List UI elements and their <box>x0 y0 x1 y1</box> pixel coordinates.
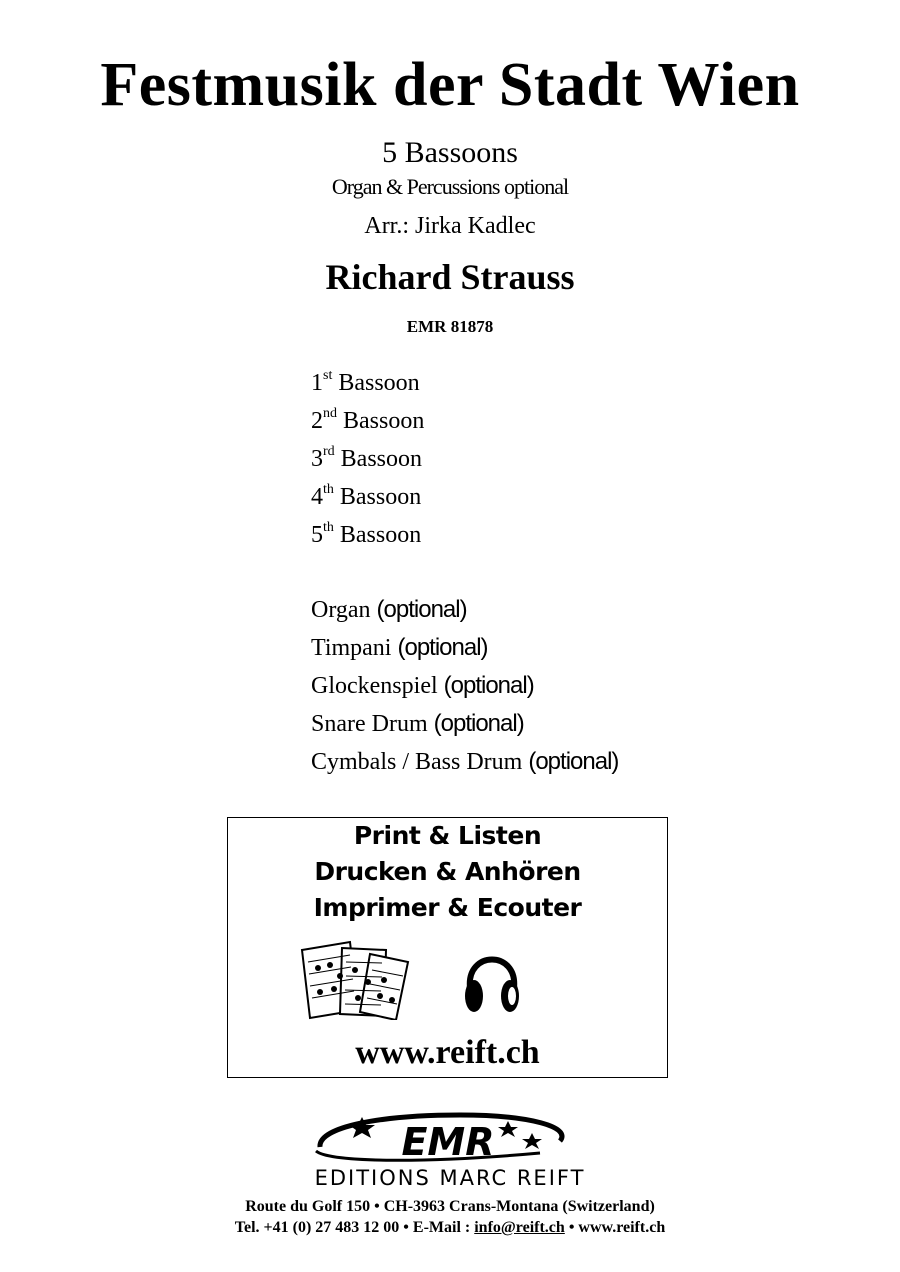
arranger: Arr.: Jirka Kadlec <box>364 213 536 239</box>
optional-part-item: Timpani (optional) <box>311 634 488 661</box>
emr-logo <box>310 1107 590 1165</box>
promo-line: Imprimer & Ecouter <box>313 893 582 922</box>
website-link[interactable]: www.reift.ch <box>355 1034 540 1071</box>
publisher-address: Route du Golf 150 • CH-3963 Crans-Montana (Switzerland) <box>245 1198 655 1215</box>
optional-part-item: Glockenspiel (optional) <box>311 672 534 699</box>
instrumentation: 5 Bassoons <box>382 136 518 169</box>
optional-instruments-note: Organ & Percussions optional <box>331 174 569 199</box>
page-title: Festmusik der Stadt Wien <box>100 51 800 119</box>
headphones-icon <box>462 940 522 1020</box>
sheet-music-icon <box>300 940 412 1020</box>
composer: Richard Strauss <box>325 257 575 297</box>
part-item: 4th Bassoon <box>311 482 422 510</box>
part-item: 5th Bassoon <box>311 520 422 548</box>
promo-line: Print & Listen <box>353 821 542 850</box>
part-item: 1st Bassoon <box>311 368 420 396</box>
optional-part-item: Snare Drum (optional) <box>311 710 524 737</box>
email-link[interactable]: info@reift.ch <box>474 1219 565 1236</box>
part-item: 3rd Bassoon <box>311 444 423 472</box>
publisher-name: EDITIONS MARC REIFT <box>314 1166 586 1190</box>
catalog-number: EMR 81878 <box>406 317 494 336</box>
optional-part-item: Organ (optional) <box>311 596 467 623</box>
publisher-contact: Tel. +41 (0) 27 483 12 00 • E-Mail : info@reift.ch • www.reift.ch <box>234 1219 666 1236</box>
promo-line: Drucken & Anhören <box>314 857 581 886</box>
optional-part-item: Cymbals / Bass Drum (optional) <box>311 748 619 775</box>
svg-text:EMR: EMR <box>401 1120 495 1164</box>
part-item: 2nd Bassoon <box>311 406 425 434</box>
